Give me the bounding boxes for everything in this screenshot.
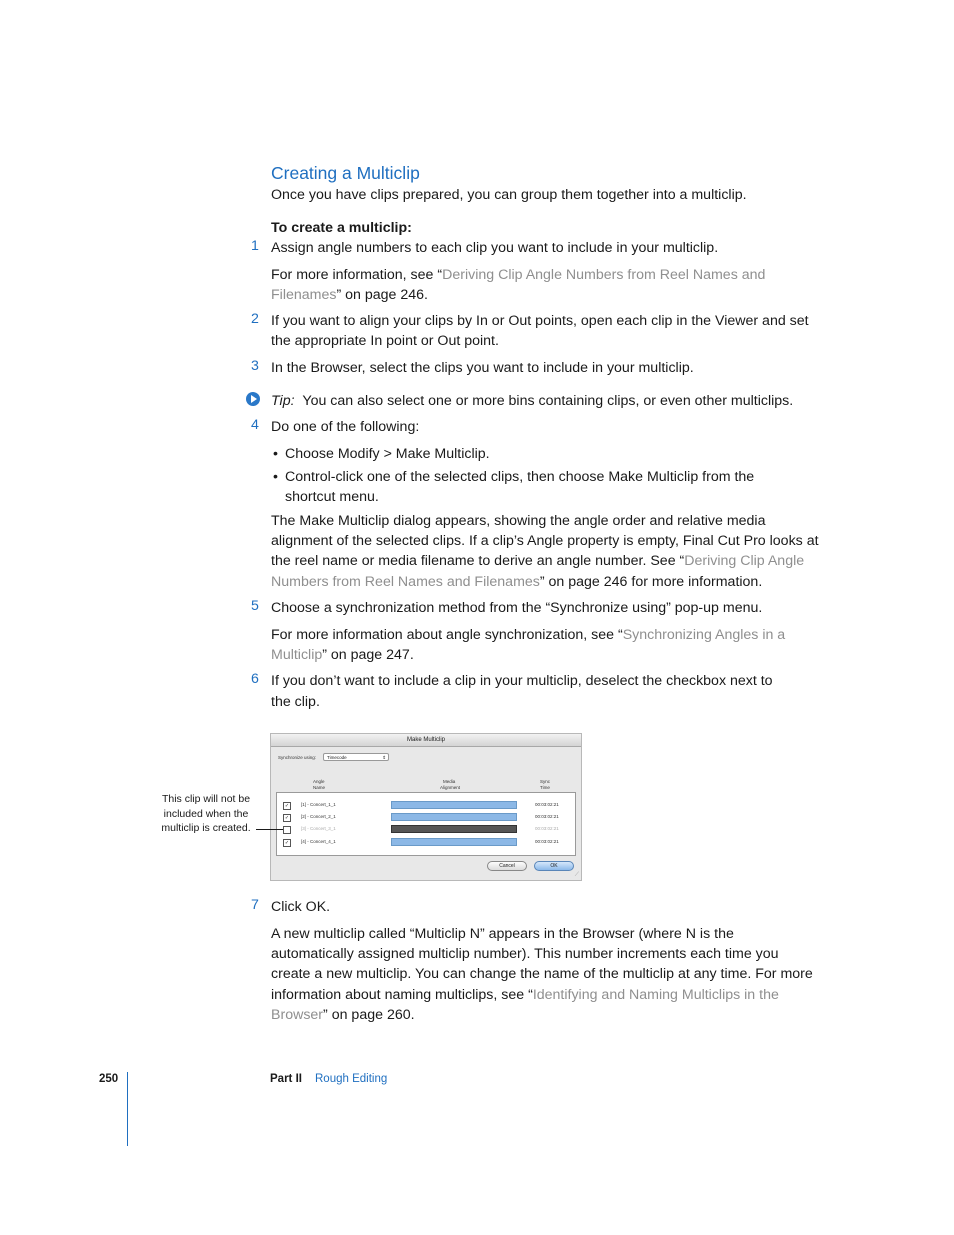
chevron-updown-icon: ⇕ bbox=[382, 755, 386, 760]
tip-label: Tip: bbox=[271, 393, 295, 409]
resize-grip-icon[interactable]: ⟋ bbox=[574, 872, 579, 878]
para-text: ” on page 260. bbox=[323, 1007, 415, 1023]
col-name: Name bbox=[313, 785, 326, 790]
bullet-dot: • bbox=[273, 469, 278, 485]
para-text: information about naming multiclips, see “ bbox=[271, 987, 533, 1003]
step-text: If you don’t want to include a clip in your multiclip, deselect the checkbox next to bbox=[271, 673, 773, 689]
more-info-line2 bbox=[271, 285, 428, 306]
cross-ref-link[interactable]: Deriving Clip Angle bbox=[684, 553, 805, 569]
clip-checkbox[interactable] bbox=[283, 826, 291, 834]
step-text: Do one of the following: bbox=[271, 419, 420, 435]
clip-name: [1] - Concert_1_1 bbox=[301, 802, 336, 807]
section-heading: Creating a Multiclip bbox=[271, 163, 420, 183]
cross-ref-link[interactable]: Identifying and Naming Multiclips in the bbox=[532, 987, 779, 1003]
step-number: 2 bbox=[251, 311, 259, 327]
sync-time: 00:03:02:21 bbox=[535, 826, 559, 831]
ok-button[interactable]: OK bbox=[534, 861, 574, 871]
callout-text bbox=[150, 792, 262, 836]
step-number: 6 bbox=[251, 671, 259, 687]
sync-select[interactable] bbox=[323, 753, 389, 761]
alignment-bar bbox=[391, 825, 517, 833]
intro-text: Once you have clips prepared, you can group them together into a multiclip. bbox=[271, 187, 747, 203]
step-text: Click OK. bbox=[271, 899, 331, 915]
cross-ref-link[interactable]: Multiclip bbox=[271, 647, 323, 663]
step-number: 3 bbox=[251, 358, 259, 374]
step-number: 1 bbox=[251, 238, 259, 254]
footer-rule bbox=[127, 1072, 128, 1146]
more-info bbox=[271, 625, 785, 646]
more-info-post: ” on page 246. bbox=[336, 287, 428, 303]
para-line: alignment of the selected clips. If a clip’s Angle property is empty, Final Cut Pro looks at bbox=[271, 533, 819, 549]
clip-checkbox[interactable]: ✓ bbox=[284, 840, 290, 846]
para-line: The Make Multiclip dialog appears, showing the angle order and relative media bbox=[271, 513, 766, 529]
more-info-pre: For more information, see “ bbox=[271, 267, 443, 283]
step-text: the clip. bbox=[271, 694, 320, 710]
callout-leader-line bbox=[256, 829, 283, 830]
clip-checkbox[interactable]: ✓ bbox=[284, 815, 290, 821]
step-number: 5 bbox=[251, 598, 259, 614]
step-text: the appropriate In point or Out point. bbox=[271, 333, 499, 349]
col-sync: Sync bbox=[540, 779, 551, 784]
para-line bbox=[271, 551, 804, 572]
footer-section[interactable]: Rough Editing bbox=[315, 1073, 388, 1085]
col-alignment: Alignment bbox=[440, 785, 461, 790]
alignment-bar bbox=[391, 838, 517, 846]
callout-line: multiclip is created. bbox=[161, 822, 251, 834]
step-number: 4 bbox=[251, 417, 259, 433]
clip-list bbox=[276, 792, 576, 856]
clip-name: [3] - Concert_3_1 bbox=[301, 826, 336, 831]
bullet-item: Choose Modify > Make Multiclip. bbox=[285, 446, 490, 462]
more-info-post: ” on page 247. bbox=[322, 647, 414, 663]
sync-time: 00:03:02:21 bbox=[535, 839, 559, 844]
sync-time: 00:03:02:21 bbox=[535, 802, 559, 807]
col-angle: Angle bbox=[313, 779, 325, 784]
para-line bbox=[271, 1005, 415, 1026]
para-line: automatically assigned multiclip number). This number increments each time you bbox=[271, 946, 779, 962]
more-info bbox=[271, 265, 765, 286]
cross-ref-link[interactable]: Deriving Clip Angle Numbers from Reel Names and bbox=[442, 267, 766, 283]
step-number: 7 bbox=[251, 897, 259, 913]
cancel-button[interactable]: Cancel bbox=[487, 861, 527, 871]
step-text: If you want to align your clips by In or Out points, open each clip in the Viewer and set bbox=[271, 313, 809, 329]
para-line bbox=[271, 572, 762, 593]
procedure-title: To create a multiclip: bbox=[271, 220, 412, 236]
para-text: the reel name or media filename to derive an angle number. See “ bbox=[271, 553, 685, 569]
clip-name: [4] - Concert_4_1 bbox=[301, 839, 336, 844]
sync-time: 00:03:02:21 bbox=[535, 814, 559, 819]
para-text: ” on page 246 for more information. bbox=[539, 574, 763, 590]
callout-line: included when the bbox=[163, 807, 249, 820]
tip-body: You can also select one or more bins containing clips, or even other multiclips. bbox=[302, 393, 794, 409]
bullet-item: Control-click one of the selected clips, then choose Make Multiclip from the bbox=[285, 469, 755, 485]
make-multiclip-dialog bbox=[270, 733, 582, 881]
clip-name: [2] - Concert_2_1 bbox=[301, 814, 336, 819]
step-text: Choose a synchronization method from the “Synchronize using” pop-up menu. bbox=[271, 600, 763, 616]
step-text: Assign angle numbers to each clip you want to include in your multiclip. bbox=[271, 240, 719, 256]
para-line: create a new multiclip. You can change the name of the multiclip at any time. For more bbox=[271, 966, 813, 982]
alignment-bar bbox=[391, 801, 517, 809]
bullet-item: shortcut menu. bbox=[285, 489, 379, 505]
callout-line: This clip will not be bbox=[161, 793, 251, 805]
tip-icon bbox=[246, 392, 260, 406]
dialog-title: Make Multiclip bbox=[271, 734, 581, 747]
cross-ref-link[interactable]: Browser bbox=[271, 1007, 324, 1023]
cross-ref-link[interactable]: Numbers from Reel Names and Filenames bbox=[271, 574, 540, 590]
clip-checkbox[interactable]: ✓ bbox=[284, 803, 290, 809]
page-number: 250 bbox=[99, 1073, 119, 1085]
cross-ref-link[interactable]: Filenames bbox=[271, 287, 337, 303]
more-info-pre: For more information about angle synchronization, see “ bbox=[271, 627, 623, 643]
sync-select-value: Timecode bbox=[327, 755, 347, 760]
para-line bbox=[271, 985, 779, 1006]
sync-label: Synchronize using: bbox=[278, 755, 317, 760]
col-media: Media bbox=[443, 779, 456, 784]
col-time: Time bbox=[540, 785, 550, 790]
footer-part: Part II bbox=[270, 1073, 302, 1085]
step-text: In the Browser, select the clips you want to include in your multiclip. bbox=[271, 360, 694, 376]
para-line: A new multiclip called “Multiclip N” appears in the Browser (where N is the bbox=[271, 926, 734, 942]
more-info-line2 bbox=[271, 645, 414, 666]
tip-text bbox=[271, 391, 793, 412]
cross-ref-link[interactable]: Synchronizing Angles in a bbox=[622, 627, 786, 643]
bullet-dot: • bbox=[273, 446, 278, 462]
alignment-bar bbox=[391, 813, 517, 821]
